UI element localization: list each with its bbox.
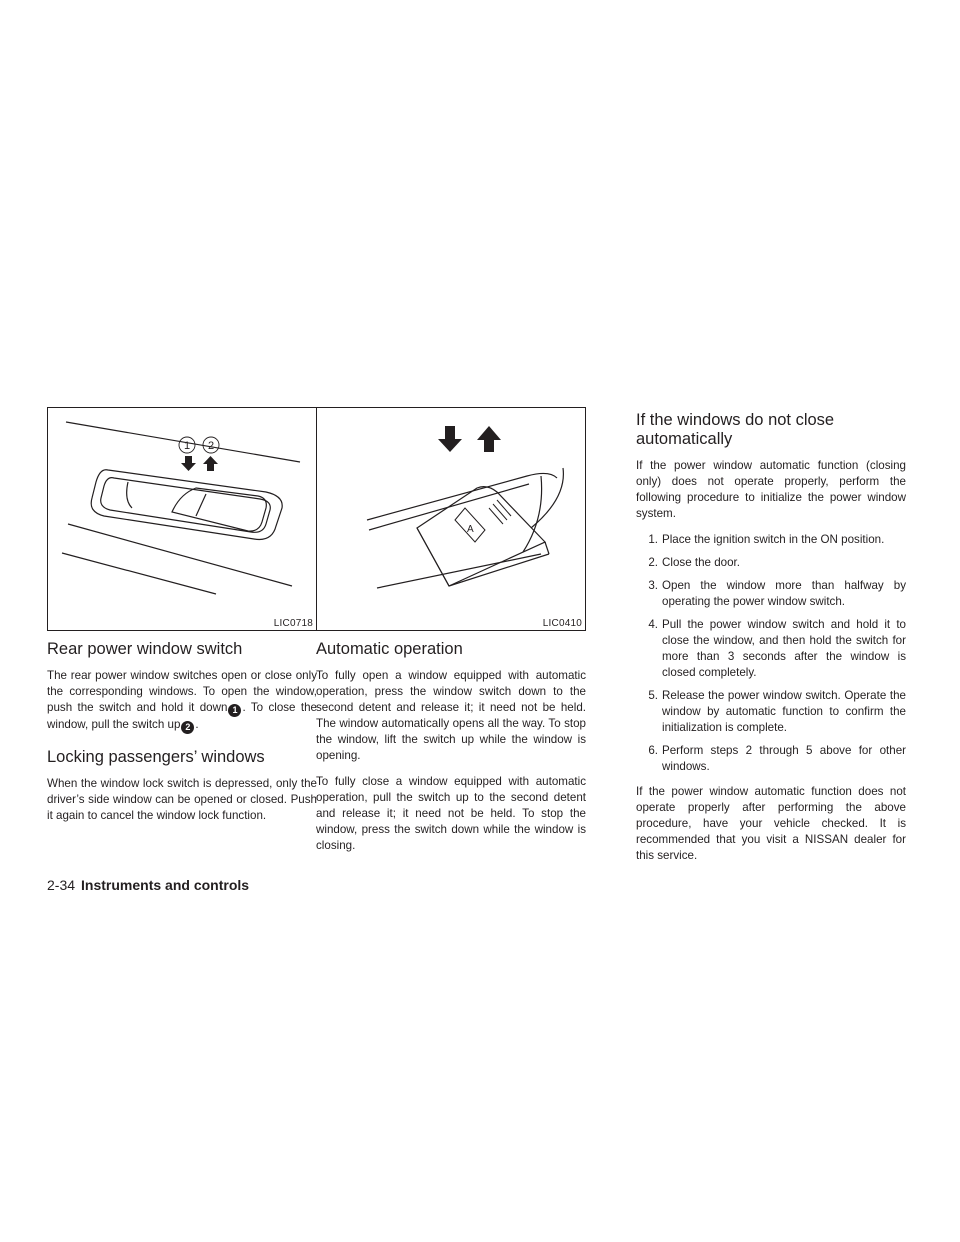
paragraph-initialize-outro: If the power window automatic function does not operate properly after performing the above procedure, have your vehicle checked. It is recommended that you visit a NISSAN dealer for this service. <box>636 785 906 862</box>
paragraph-locking: When the window lock switch is depressed, only the driver’s side window can be opened or closed. Push it again to cancel the window lock function. <box>47 777 317 822</box>
paragraph-initialize-intro: If the power window automatic function (closing only) does not operate properly, perform the following procedure to initialize the power window system. <box>636 459 906 520</box>
heading-automatic-operation: Automatic operation <box>316 640 463 658</box>
svg-text:A: A <box>467 524 474 535</box>
callout-1: 1 <box>184 440 191 452</box>
page-footer <box>47 877 249 893</box>
callout-2: 2 <box>208 440 215 452</box>
list-item <box>636 688 906 736</box>
step-text: Perform steps 2 through 5 above for other windows. <box>662 744 906 773</box>
list-item <box>636 578 906 610</box>
step-text: Release the power window switch. Operate the window by automatic function to confirm the initialization is complete. <box>662 689 906 734</box>
step-text: Pull the power window switch and hold it to close the window, and then hold the switch for more than 3 seconds after the window is closed completely. <box>662 618 906 679</box>
paragraph-rear-switch <box>47 668 317 734</box>
step-text: Open the window more than halfway by operating the power window switch. <box>662 579 906 608</box>
list-item <box>636 532 906 548</box>
initialize-steps-list <box>636 532 906 775</box>
step-number: 1. <box>648 533 658 546</box>
text: . <box>195 718 199 731</box>
paragraph-automatic-open: To fully open a window equipped with automatic operation, press the window switch down to the second detent and release it; it need not be held. The window automatically opens all the way. To stop the window, lift the switch up while the window is opening. <box>316 669 586 762</box>
step-text: Place the ignition switch in the ON position. <box>662 533 885 546</box>
column-middle <box>316 640 586 864</box>
heading-rear-power-window-switch: Rear power window switch <box>47 640 243 658</box>
auto-window-symbol-icon <box>455 500 511 542</box>
column-right <box>636 411 906 874</box>
text: The rear power window switches open or close only the corresponding windows. To open the window, push the switch and hold it down <box>47 669 317 714</box>
heading-windows-do-not-close: If the windows do not close automatically <box>636 411 835 448</box>
arrow-up-icon <box>477 426 501 440</box>
step-text: Close the door. <box>662 556 740 569</box>
page-number: 2-34 <box>47 877 76 893</box>
figure-code: LIC0718 <box>273 618 313 629</box>
callout-1-marker: 1 <box>228 704 241 717</box>
automatic-switch-illustration <box>317 408 585 630</box>
figure-code: LIC0410 <box>542 618 582 629</box>
step-number: 2. <box>648 556 658 569</box>
step-number: 4. <box>648 618 658 631</box>
list-item <box>636 743 906 775</box>
arrow-up-icon <box>203 456 218 464</box>
heading-locking-passengers-windows: Locking passengers’ windows <box>47 748 265 766</box>
step-number: 3. <box>648 579 658 592</box>
arrow-down-icon <box>185 456 192 464</box>
arrow-down-icon <box>438 439 462 452</box>
text: . To close the window, pull the switch up <box>47 701 317 731</box>
footer-section-title: Instruments and controls <box>81 877 250 893</box>
list-item <box>636 617 906 681</box>
step-number: 6. <box>648 744 658 757</box>
step-number: 5. <box>648 689 658 702</box>
callout-2-marker: 2 <box>181 721 194 734</box>
list-item <box>636 555 906 571</box>
column-left <box>47 640 317 834</box>
figure-automatic-switch <box>316 407 586 631</box>
paragraph-automatic-close: To fully close a window equipped with automatic operation, pull the switch up to the second detent and release it; it need not be held. To stop the window, press the switch down while the window is closing. <box>316 775 586 852</box>
rear-switch-illustration <box>48 408 316 630</box>
figure-rear-window-switch <box>47 407 317 631</box>
